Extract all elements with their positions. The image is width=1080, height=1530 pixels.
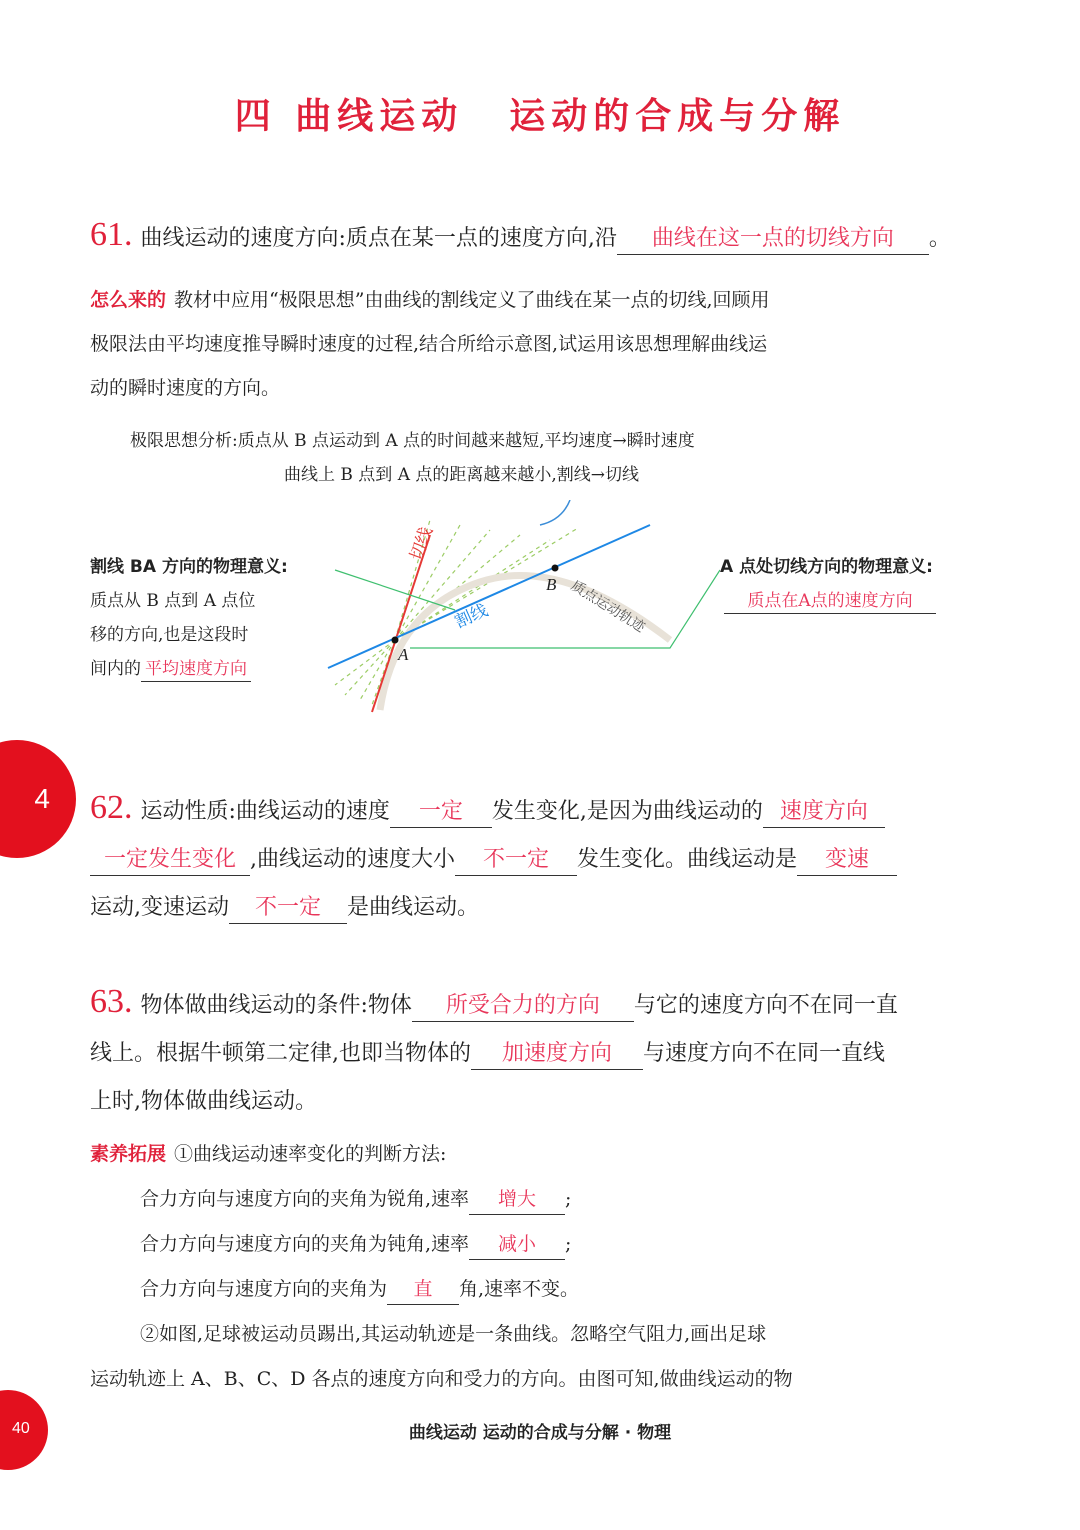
answer-blank: 曲线在这一点的切线方向: [617, 224, 929, 255]
answer-blank: 质点在A点的速度方向: [724, 589, 936, 614]
trajectory-label: 质点运动轨迹: [567, 577, 648, 636]
question-number: 62.: [90, 789, 133, 826]
limit-diagram: [300, 500, 720, 720]
point-b-dot: [552, 565, 559, 572]
point-a-label: A: [398, 645, 409, 664]
analysis-line-2: 曲线上 B 点到 A 点的距离越来越小,割线→切线: [284, 465, 640, 485]
point-b-label: B: [546, 575, 557, 594]
answer-blank: 一定: [390, 797, 492, 828]
extension-tag: 素养拓展: [90, 1143, 167, 1165]
question-62: 62. 运动性质:曲线运动的速度 一定 发生变化,是因为曲线运动的 速度方向 一定发生变化 ,曲线运动的速度大小 不一定 发生变化。曲线运动是 变速 运动,变速运动 不一定 是曲线运动。: [90, 784, 1000, 932]
answer-blank: 加速度方向: [471, 1039, 643, 1070]
footer: 曲线运动 运动的合成与分解 · 物理: [408, 1423, 672, 1443]
answer-blank: 减小: [469, 1229, 565, 1260]
secant-label: 割线: [451, 600, 492, 633]
page-title: 四 曲线运动 运动的合成与分解: [234, 95, 846, 137]
how-tag: 怎么来的: [90, 289, 167, 311]
chapter-tab: 4: [0, 740, 76, 858]
page-number: 40: [0, 1390, 48, 1470]
extension: 素养拓展 ①曲线运动速率变化的判断方法: 合力方向与速度方向的夹角为锐角,速率 增大 ; 合力方向与速度方向的夹角为钝角,速率 减小 ; 合力方向与速度方向的夹角为 直 角,速率不变。 ②如图,足球被运动员踢出,其运动轨迹是一条曲线。忽略空气阻力,画出足球 运动轨迹上 A、B、C、D 各点的速度方向和受力的方向。由图可知,做曲线运动的物: [90, 1143, 793, 1390]
answer-blank: 直: [387, 1274, 459, 1305]
answer-blank: 不一定: [229, 893, 347, 924]
answer-blank: 平均速度方向: [141, 657, 251, 682]
answer-blank: 一定发生变化: [90, 845, 250, 876]
answer-blank: 变速: [797, 845, 897, 876]
question-number: 63.: [90, 983, 133, 1020]
how-derived: 怎么来的 教材中应用“极限思想”由曲线的割线定义了曲线在某一点的切线,回顾用 极限法由平均速度推导瞬时速度的过程,结合所给示意图,试运用该思想理解曲线运 动的瞬时速度的方向。: [90, 289, 770, 399]
question-number: 61.: [90, 216, 133, 253]
question-63: 63. 物体做曲线运动的条件:物体 所受合力的方向 与它的速度方向不在同一直 线上。根据牛顿第二定律,也即当物体的 加速度方向 与速度方向不在同一直线 上时,物体做曲线运动。: [90, 983, 898, 1114]
question-61: 61. 曲线运动的速度方向:质点在某一点的速度方向,沿 曲线在这一点的切线方向 。: [90, 216, 951, 253]
answer-blank: 不一定: [455, 845, 577, 876]
answer-blank: 速度方向: [763, 797, 885, 828]
pointer-arrow: [540, 500, 570, 525]
tangent-meaning: A 点处切线方向的物理意义: 质点在A点的速度方向: [720, 550, 1010, 618]
tangent-label: 切线: [406, 524, 438, 564]
answer-blank: 所受合力的方向: [412, 991, 634, 1022]
answer-blank: 增大: [469, 1184, 565, 1215]
analysis-line-1: 极限思想分析:质点从 B 点运动到 A 点的时间越来越短,平均速度→瞬时速度: [130, 431, 695, 451]
trajectory-curve: [380, 575, 670, 710]
secant-meaning: 割线 BA 方向的物理意义: 质点从 B 点到 A 点位 移的方向,也是这段时 间内的 平均速度方向: [90, 550, 350, 686]
point-a-dot: [392, 637, 399, 644]
